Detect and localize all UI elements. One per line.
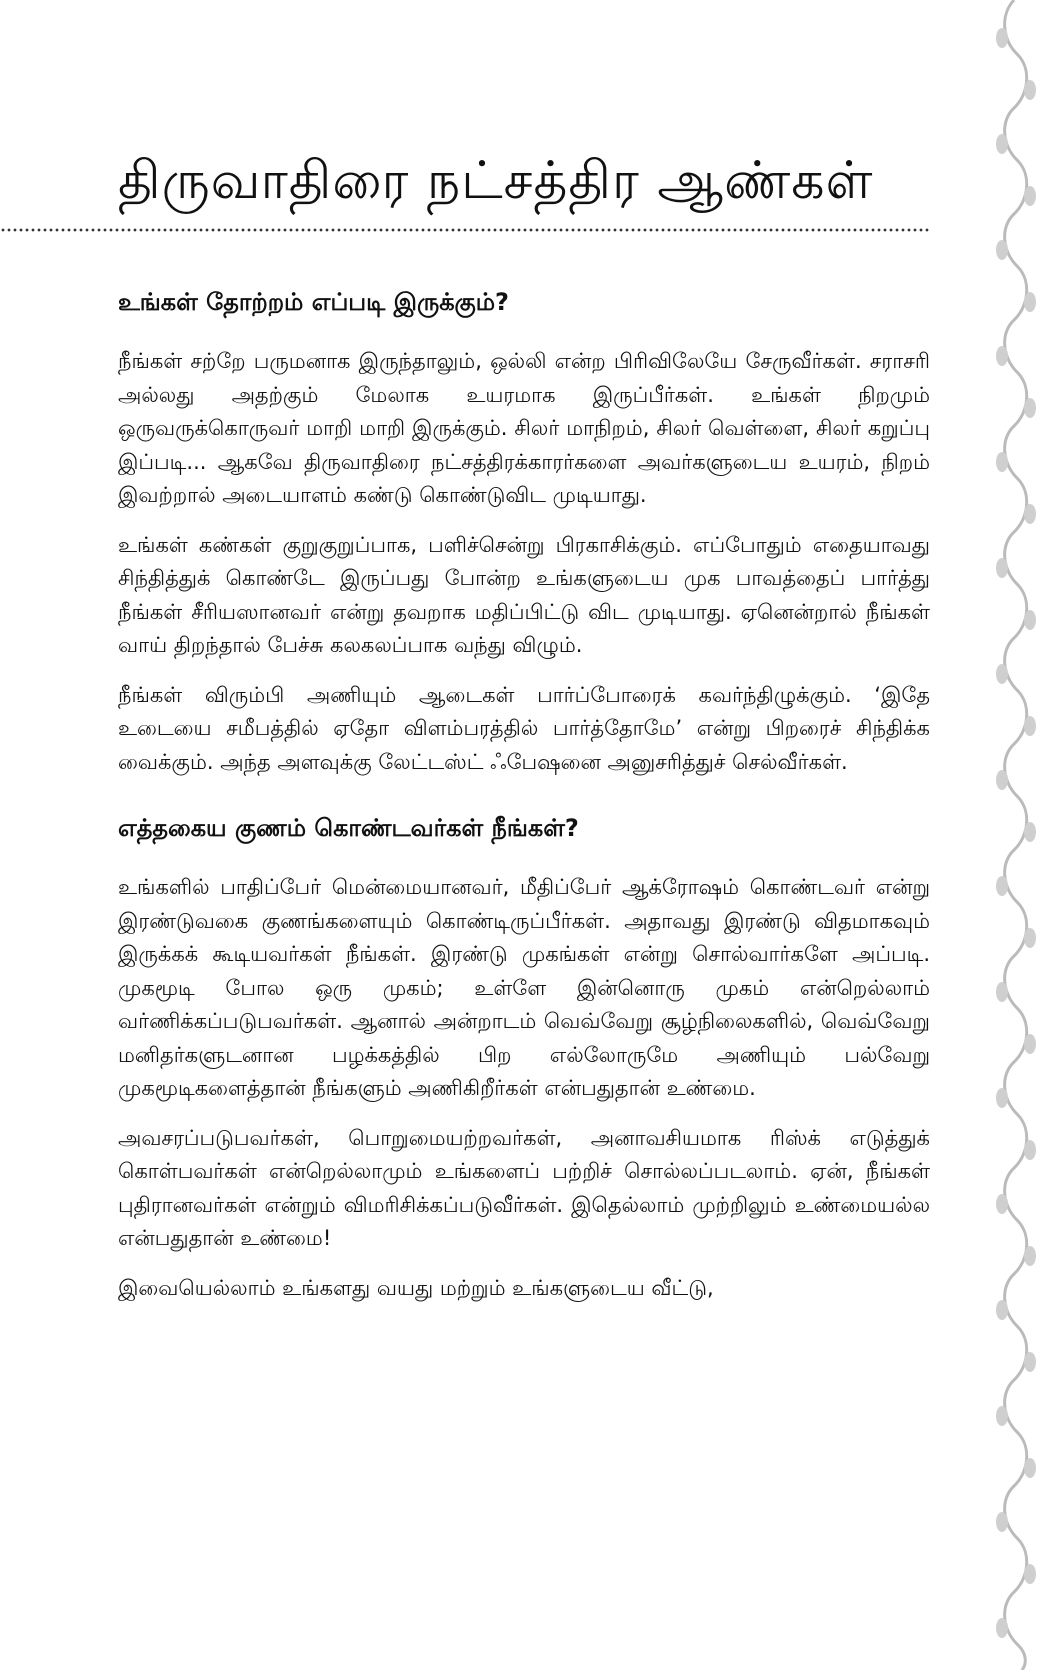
paragraph: உங்களில் பாதிப்பேர் மென்மையானவர், மீதிப்பேர் ஆக்ரோஷம் கொண்டவர் என்று இரண்டுவகை குணங்களையும் கொண்டிருப்பீர்கள். அதாவது இரண்டு விதமாகவும் இருக்கக் கூடியவர்கள் நீங்கள். இரண்டு முகங்கள் என்று சொல்வார்களே அப்படி. முகமூடி போல ஒரு முகம்; உள்ளே இன்னொரு முகம் என்றெல்லாம் வர்ணிக்கப்படுபவர்கள். ஆனால் அன்றாடம் வெவ்வேறு சூழ்நிலைகளில், வெவ்வேறு மனிதர்களுடனான பழக்கத்தில் பிற எல்லோருமே அணியும் பல்வேறு முகமூடிகளைத்தான் நீங்களும் அணிகிறீர்கள் என்பதுதான் உண்மை. (118, 875, 930, 1100)
section-heading-character: எத்தகைய குணம் கொண்டவர்கள் நீங்கள்? (118, 814, 579, 842)
section-spacer (118, 795, 930, 811)
paragraph: இவையெல்லாம் உங்களது வயது மற்றும் உங்களுடைய வீட்டு, (118, 1275, 714, 1300)
page-title: திருவாதிரை நட்சத்திர ஆண்கள் (118, 151, 874, 211)
paragraph: உங்கள் கண்கள் குறுகுறுப்பாக, பளிச்சென்று பிரகாசிக்கும். எப்போதும் எதையாவது சிந்தித்துக் கொண்டே இருப்பது போன்ற உங்களுடைய முக பாவத்தைப் பார்த்து நீங்கள் சீரியஸானவர் என்று தவறாக மதிப்பிட்டு விட முடியாது. ஏனென்றால் நீங்கள் வாய் திறந்தால் பேச்சு கலகலப்பாக வந்து விழும். (118, 532, 930, 657)
article-body (118, 285, 930, 1321)
paragraph: நீங்கள் விரும்பி அணியும் ஆடைகள் பார்ப்போரைக் கவர்ந்திழுக்கும். ‘இதே உடையை சமீபத்தில் ஏதோ விளம்பரத்தில் பார்த்தோமே’ என்று பிறரைச் சிந்திக்க வைக்கும். அந்த அளவுக்கு லேட்டஸ்ட் ஃபேஷனை அனுசரித்துச் செல்வீர்கள். (118, 682, 930, 774)
section-heading-appearance: உங்கள் தோற்றம் எப்படி இருக்கும்? (118, 288, 509, 316)
decorative-border-ornament (980, 0, 1040, 1670)
paragraph: அவசரப்படுபவர்கள், பொறுமையற்றவர்கள், அனாவசியமாக ரிஸ்க் எடுத்துக் கொள்பவர்கள் என்றெல்லாமும் உங்களைப் பற்றிச் சொல்லப்படலாம். ஏன், நீங்கள் புதிரானவர்கள் என்றும் விமரிசிக்கப்படுவீர்கள். இதெல்லாம் முற்றிலும் உண்மையல்ல என்பதுதான் உண்மை! (118, 1125, 930, 1250)
title-divider (0, 227, 930, 233)
paragraph: நீங்கள் சற்றே பருமனாக இருந்தாலும், ஒல்லி என்ற பிரிவிலேயே சேருவீர்கள். சராசரி அல்லது அதற்கும் மேலாக உயரமாக இருப்பீர்கள். உங்கள் நிறமும் ஒருவருக்கொருவர் மாறி மாறி இருக்கும். சிலர் மாநிறம், சிலர் வெள்ளை, சிலர் கறுப்பு இப்படி... ஆகவே திருவாதிரை நட்சத்திரக்காரர்களை அவர்களுடைய உயரம், நிறம் இவற்றால் அடையாளம் கண்டு கொண்டுவிட முடியாது. (118, 349, 930, 507)
